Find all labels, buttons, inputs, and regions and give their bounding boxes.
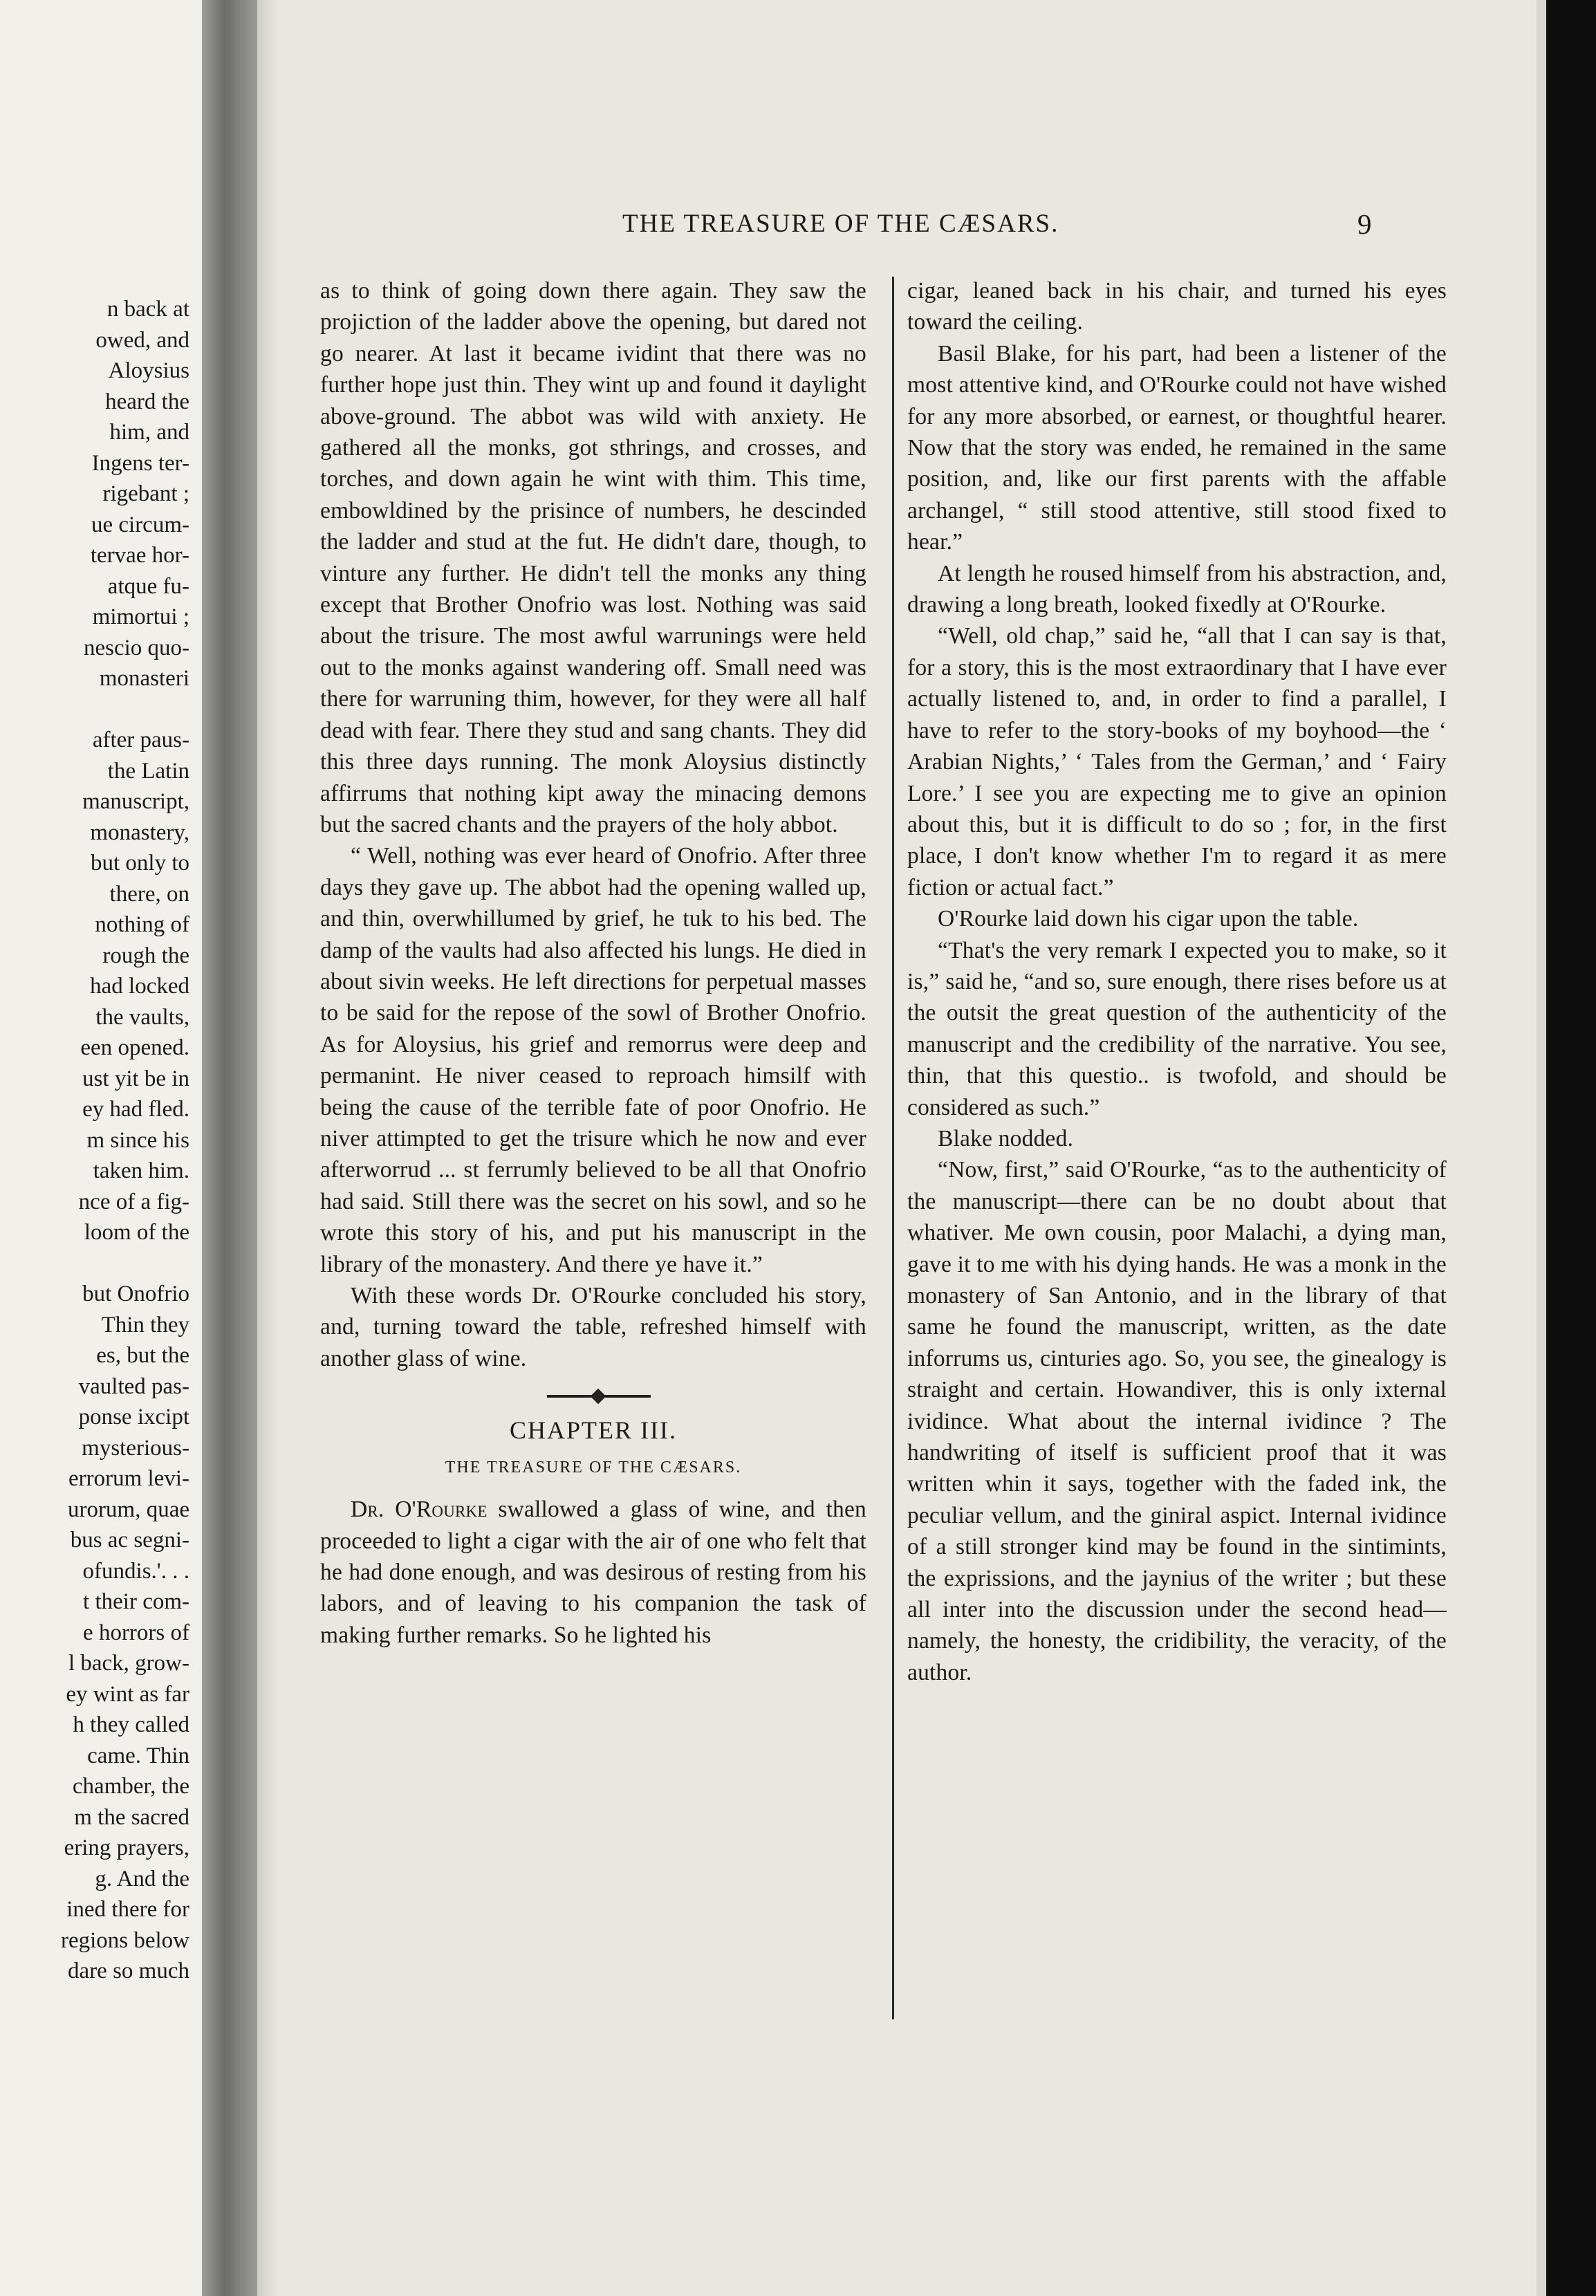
facing-page-line <box>0 1248 189 1279</box>
facing-page-line: loom of the <box>84 1220 189 1245</box>
facing-page-line: bus ac segni- <box>70 1528 189 1553</box>
facing-page-line: e horrors of <box>83 1620 189 1645</box>
running-head: THE TREASURE OF THE CÆSARS. <box>622 210 1059 238</box>
facing-page-line: mimortui ; <box>92 604 189 629</box>
paragraph: Blake nodded. <box>938 1125 1074 1151</box>
paragraph: O'Rourke laid down his cigar upon the table. <box>938 906 1359 932</box>
facing-page-line: after paus- <box>92 728 189 752</box>
facing-page-line: es, but the <box>96 1343 189 1368</box>
facing-page-line: errorum levi- <box>68 1466 189 1491</box>
facing-page-line: m the sacred <box>74 1804 189 1830</box>
facing-page-line: dare so much <box>68 1959 189 1983</box>
facing-page-line: the Latin <box>107 758 189 784</box>
facing-page-line: nothing of <box>95 912 189 937</box>
facing-page-line: vaulted pas- <box>78 1373 189 1399</box>
facing-page-line: monasteri <box>99 666 189 691</box>
facing-page-line: l back, grow- <box>68 1651 189 1676</box>
scan-border <box>1546 0 1596 2296</box>
left-column <box>320 275 878 1651</box>
facing-page-line: n back at <box>106 297 189 322</box>
page-edge <box>1537 0 1546 2296</box>
book-gutter <box>202 0 257 2296</box>
facing-page-line: Aloysius <box>108 358 189 383</box>
facing-page-line: Ingens ter- <box>91 450 189 476</box>
facing-page-line: there, on <box>109 881 189 907</box>
facing-page-line: heard the <box>105 389 189 414</box>
facing-page-line: Thin they <box>101 1312 189 1337</box>
facing-page-line: ering prayers, <box>64 1835 189 1860</box>
facing-page-line: een opened. <box>80 1035 189 1060</box>
paragraph: “ Well, nothing was ever heard of Onofrio. After three days they gave up. The abbot had the opening walled up, and thin, overwhillumed by grief, he tuk to his bed. The damp of the vaults had also affected his lungs. He died in about sivin weeks. He left directions for perpetual masses to be said for the repose of the sowl of Brother Onofrio. As for Aloysius, his grief and remorrus were deep and permanint. He niver ceased to reproach himsilf with being the cause of the terrible fate of poor Onofrio. He niver attimpted to get the trisure which he now and ever afterworrud ... st ferrumly believed to be all that Onofrio had said. Still there was the secret on his sowl, and so he wrote this story of his, and put his manuscript in the library of the monastery. And there ye have it.” <box>320 843 866 1277</box>
facing-page-line: ue circum- <box>91 512 189 537</box>
facing-page-line: rough the <box>102 943 189 968</box>
facing-page-text <box>0 294 189 1987</box>
facing-page-line: but only to <box>90 851 189 876</box>
facing-page-line: t their com- <box>83 1589 189 1614</box>
facing-page-line: came. Thin <box>87 1743 189 1768</box>
facing-page-line: rigebant ; <box>102 481 189 506</box>
paragraph: “Well, old chap,” said he, “all that I can say is that, for a story, this is the most extraordinary that I have ever actually listened to, and, in order to find a parallel, I have to refer to the story-books of my boyhood—the ‘ Arabian Nights,’ ‘ Tales from the German,’ and ‘ Fairy Lore.’ I see you are expecting me to give an opinion about this, but it is difficult to do so ; for, in the first place, I don't know whether I'm to regard it as mere fiction or actual fact.” <box>907 623 1447 900</box>
facing-page-line: chamber, the <box>72 1774 189 1799</box>
facing-page-line: owed, and <box>95 327 189 353</box>
facing-page-line: g. And the <box>95 1866 189 1891</box>
facing-page-line: had locked <box>90 974 189 999</box>
paragraph-body: swallowed a glass of wine, and then proceeded to light a cigar with the air of one who felt that he had done enough, and was desirous of resting from his labors, and of leaving to his companion the task of making further remarks. So he lighted his <box>320 1497 866 1648</box>
facing-page-line: ponse ixcipt <box>78 1405 189 1429</box>
facing-page-line: mysterious- <box>82 1435 189 1461</box>
facing-page-line: m since his <box>86 1127 189 1153</box>
paragraph: cigar, leaned back in his chair, and turned his eyes toward the ceiling. <box>907 278 1447 335</box>
right-column <box>907 275 1447 1688</box>
paragraph: With these words Dr. O'Rourke concluded his story, and, turning toward the table, refreshed himself with another glass of wine. <box>320 1283 866 1371</box>
facing-page-line: him, and <box>109 420 189 445</box>
facing-page-line: ey wint as far <box>66 1681 189 1707</box>
facing-page-line: regions below <box>60 1927 189 1953</box>
paragraph: “Now, first,” said O'Rourke, “as to the authenticity of the manuscript—there can be no doubt about that whativer. Me own cousin, poor Malachi, a dying man, gave it to me with his dying hands. He was a monk in the monastery of San Antonio, and in the library of that same he found the manuscript, written, as the date inforrums us, cinturies ago. So, you see, the ginealogy is straight and certain. Howandiver, this is only ixternal ividince. What about the internal ividince ? The handwriting of itself is sufficient proof that it was written whin it says, together with the faded ink, the peculiar vellum, and the giniral aspict. Internal ividince of a still stronger kind may be found in the sintimints, the exprissions, and the jaynius of the writer ; but these all inter into the discussion under the second head—namely, the honesty, the cridibility, the veracity, of the author. <box>907 1157 1447 1685</box>
paragraph <box>320 1494 866 1651</box>
facing-page-line: monastery, <box>90 820 189 845</box>
column-rule <box>892 277 894 2019</box>
paragraph-lead: Dr. O'Rourke <box>351 1497 488 1523</box>
paragraph: “That's the very remark I expected you to make, so it is,” said he, “and so, sure enough, there rises before us at the outsit the great question of the authenticity of the manuscript and the credibility of the narrative. You see, thin, that this questio.. is twofold, and should be considered as such.” <box>907 937 1447 1120</box>
facing-page-line: h they called <box>73 1712 189 1737</box>
facing-page-line: the vaults, <box>95 1004 189 1030</box>
section-ornament <box>547 1395 651 1398</box>
facing-page-line: ofundis.'. . . <box>82 1558 189 1584</box>
chapter-subtitle: THE TREASURE OF THE CÆSARS. <box>445 1459 742 1477</box>
facing-page-line: nescio quo- <box>83 635 189 660</box>
facing-page-line: urorum, quae <box>68 1497 189 1522</box>
chapter-title: CHAPTER III. <box>510 1416 677 1445</box>
facing-page-line: ined there for <box>66 1897 189 1922</box>
facing-page-line: manuscript, <box>82 789 189 814</box>
facing-page-line: ey had fled. <box>82 1097 189 1122</box>
paragraph: At length he roused himself from his abstraction, and, drawing a long breath, looked fixedly at O'Rourke. <box>907 560 1447 618</box>
facing-page-line: but Onofrio <box>82 1281 189 1306</box>
gutter-shadow <box>257 0 278 2296</box>
facing-page-left <box>0 0 202 2296</box>
facing-page-line: ust yit be in <box>82 1066 189 1091</box>
page-number: 9 <box>1357 208 1372 240</box>
facing-page-line: atque fu- <box>107 573 189 599</box>
facing-page-line <box>0 694 189 725</box>
facing-page-line: tervae hor- <box>90 543 189 568</box>
paragraph: Basil Blake, for his part, had been a listener of the most attentive kind, and O'Rourke could not have wished for any more absorbed, or earnest, or thoughtful hearer. Now that the story was ended, he remained in the same position, and, like our first parents with the affable archangel, “ still stood attentive, still stood fixed to hear.” <box>907 340 1447 555</box>
paragraph: as to think of going down there again. They saw the projiction of the ladder above the opening, but dared not go nearer. At last it became ividint that there was no further hope just thin. They wint up and found it daylight above-ground. The abbot was wild with anxiety. He gathered all the monks, got sthrings, and crosses, and torches, and down again he wint with thim. This time, embowldined by the prisince of numbers, he descinded the ladder and stud at the fut. He didn't dare, though, to vinture any further. He didn't tell the monks any thing except that Brother Onofrio was lost. Nothing was said about the trisure. The most awful warrunings were held out to the monks against wandering off. Small need was there for warruning thim, however, for they were all half dead with fear. There they stud and sang chants. They did this three days running. The monk Aloysius distinctly affirrums that nothing kipt away the minacing demons but the sacred chants and the prayers of the holy abbot. <box>320 278 866 837</box>
facing-page-line: nce of a fig- <box>78 1189 189 1214</box>
facing-page-line: taken him. <box>93 1158 189 1183</box>
